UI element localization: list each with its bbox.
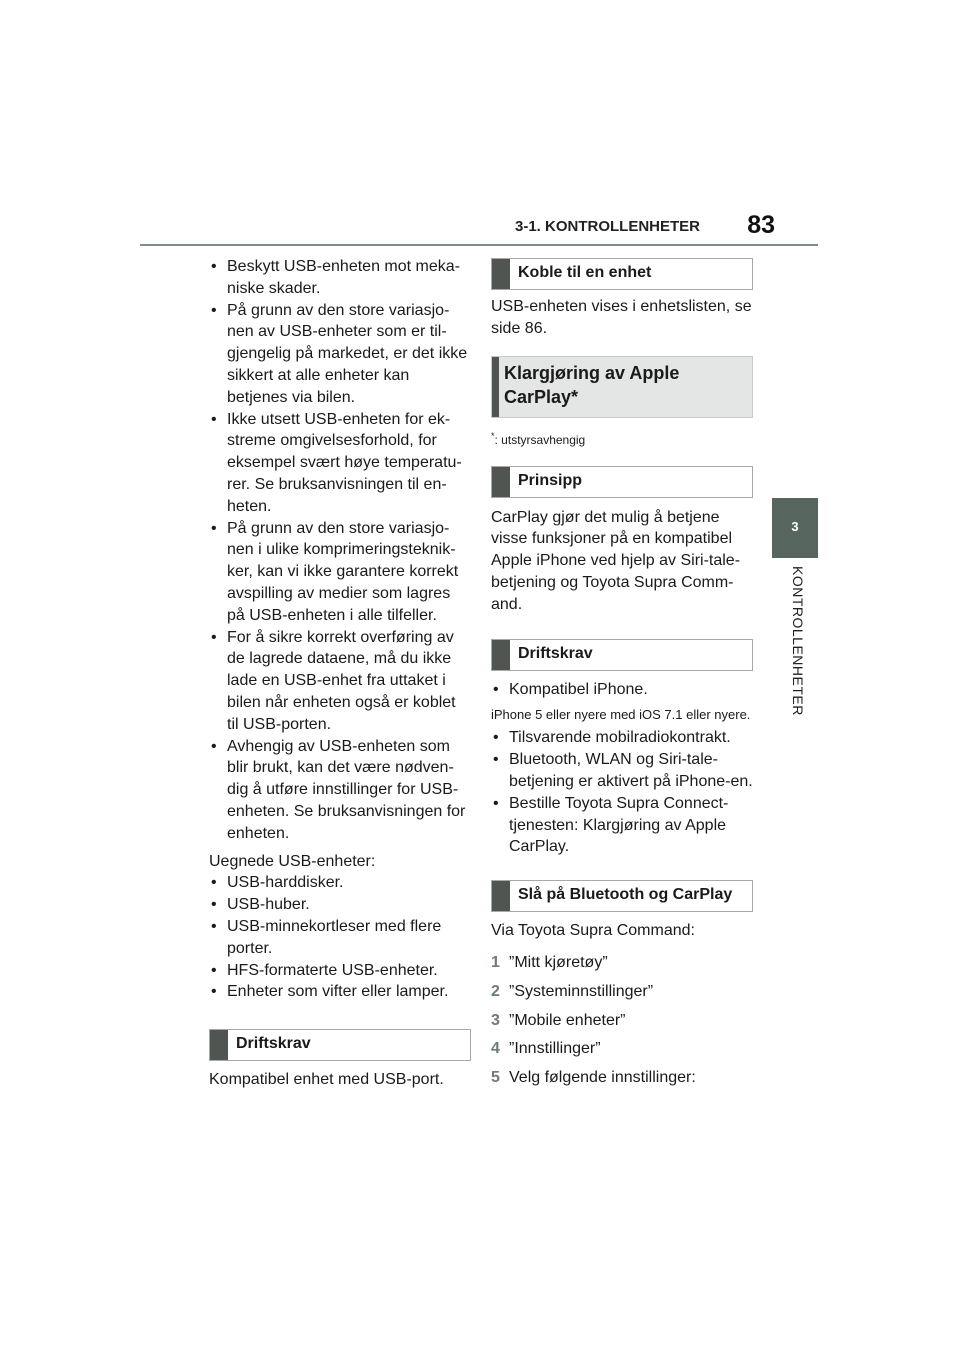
footnote (491, 428, 753, 448)
step-text: ”Innstillinger” (509, 1040, 601, 1058)
step-number: 2 (491, 982, 500, 1000)
heading-connect-device: Koble til en enhet (491, 258, 753, 290)
list-item: • Ikke utsett USB-enheten for ek-streme omgivelsesforhold, for eksempel svært høye temperatu-rer. Se bruksanvisningen til en-heten. (209, 409, 471, 518)
via-text: Via Toyota Supra Command: (491, 922, 695, 940)
list-item: • Tilsvarende mobilradiokontrakt. (491, 727, 753, 749)
footnote-text: : utstyrsavhengig (494, 432, 586, 447)
left-column (209, 256, 471, 1091)
step-text: ”Systeminnstillinger” (509, 982, 654, 1000)
step-number: 4 (491, 1040, 500, 1058)
connect-text: USB-enheten vises i enhetslisten, se side 86. (491, 298, 752, 337)
heading-apple-carplay: Klargjøring av Apple CarPlay* (491, 356, 753, 418)
steps-list (491, 952, 753, 1089)
list-item: • For å sikre korrekt overføring av de lagrede dataene, må du ikke lade en USB-enhet fra uttaket i bilen når enheten også er koblet til USB-porten. (209, 627, 471, 736)
heading-bluetooth-carplay: Slå på Bluetooth og CarPlay (491, 880, 753, 912)
page-number: 83 (747, 211, 775, 239)
step-text: Velg følgende innstillinger: (509, 1069, 696, 1087)
right-column (491, 258, 753, 1096)
step-item (491, 981, 753, 1003)
footnote-marker: * (491, 430, 495, 441)
list-item: • Beskytt USB-enheten mot meka-niske skader. (209, 256, 471, 300)
step-number: 1 (491, 953, 500, 971)
list-item: • USB-harddisker. (209, 872, 471, 894)
step-text: ”Mobile enheter” (509, 1011, 626, 1029)
carplay-requirements-list-2 (491, 727, 753, 858)
list-item: • USB-minnekortleser med flere porter. (209, 916, 471, 960)
list-item: • Bestille Toyota Supra Connect-tjenesten: Klargjøring av Apple CarPlay. (491, 793, 753, 858)
principle-text: CarPlay gjør det mulig å betjene visse funksjoner på en kompatibel Apple iPhone ved hjelp av Siri-tale-betjening og Toyota Supra Comm-and. (491, 508, 741, 613)
list-item: • HFS-formaterte USB-enheter. (209, 960, 471, 982)
list-item: • Avhengig av USB-enheten som blir brukt, kan det være nødven-dig å utføre innstillinger for USB-enheten. Se bruksanvisningen for enheten. (209, 736, 471, 845)
step-item (491, 1010, 753, 1032)
step-number: 3 (491, 1011, 500, 1029)
list-item: • USB-huber. (209, 894, 471, 916)
chapter-label: KONTROLLENHETER (790, 566, 806, 716)
list-item: • På grunn av den store variasjo-nen i ulike komprimeringsteknik-ker, kan vi ikke garantere korrekt avspilling av medier som lagres på USB-enheten i alle tilfeller. (209, 518, 471, 627)
list-item: • Bluetooth, WLAN og Siri-tale-betjening er aktivert på iPhone-en. (491, 749, 753, 793)
header-rule (140, 244, 818, 246)
requirements-text: Kompatibel enhet med USB-port. (209, 1071, 444, 1089)
section-title: 3-1. KONTROLLENHETER (514, 218, 700, 235)
step-item (491, 1067, 753, 1089)
iphone-note: iPhone 5 eller nyere med iOS 7.1 eller nyere. (491, 707, 751, 723)
usb-precautions-list (209, 256, 471, 845)
list-item: • Enheter som vifter eller lamper. (209, 981, 471, 1003)
carplay-requirements-list (491, 679, 753, 701)
unsuitable-devices-list (209, 872, 471, 1003)
step-number: 5 (491, 1069, 500, 1087)
unsuitable-intro: Uegnede USB-enheter: (209, 852, 376, 870)
list-item: • Kompatibel iPhone. (491, 679, 753, 701)
step-item (491, 952, 753, 974)
heading-driftskrav-carplay: Driftskrav (491, 639, 753, 671)
chapter-tab: 3 (772, 498, 818, 558)
list-item: • På grunn av den store variasjo-nen av USB-enheter som er til-gjengelig på markedet, er det ikke sikkert at alle enheter kan betjenes via bilen. (209, 300, 471, 409)
heading-principle: Prinsipp (491, 466, 753, 498)
step-item (491, 1038, 753, 1060)
heading-driftskrav-usb: Driftskrav (209, 1029, 471, 1061)
step-text: ”Mitt kjøretøy” (509, 953, 608, 971)
